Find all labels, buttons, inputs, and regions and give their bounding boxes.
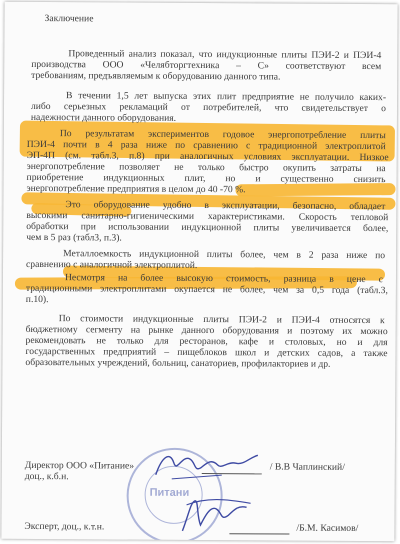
body-line: либо серьезных рекламаций от потребителей, что свидетельствует о <box>30 100 387 115</box>
body-line: В течении 1,5 лет выпуска этих плит предприятие не получило каких- <box>66 90 387 104</box>
body-line: традиционными электроплитами окупается не более, чем за 0,5 года (табл.3, <box>25 282 388 297</box>
body-line: ЭП-4П (см. табл.3, п.8) при аналогичных условиях эксплуатации. Низкое <box>26 149 389 164</box>
expert-signature <box>176 495 256 535</box>
director-title: Директор ООО «Питание» <box>24 459 135 472</box>
body-line: производства ООО «Челябторгтехника – С» соответствуют всем <box>31 58 382 73</box>
body-line: сравнению с аналогичной электроплитой. <box>26 258 198 271</box>
body-line: ПЭИ-4 почти в 4 раза ниже по сравнению с традиционной электроплитой <box>26 138 386 153</box>
body-line: Проведенный анализ показал, что индукционные плиты ПЭИ-2 и ПЭИ-4 <box>68 48 382 62</box>
body-line: Металлоемкость индукционной плиты более, чем в 2 раза ниже по <box>63 248 386 262</box>
stamp-text: Питани <box>149 486 190 499</box>
body-line: государственных предприятий – пищеблоков школ и детских садов, а также <box>25 345 388 360</box>
body-line: п.10). <box>25 293 49 306</box>
body-line: обработки при использовании индукционной плиты увеличивается более, <box>26 220 389 235</box>
body-line: надежности данного оборудования. <box>30 111 177 124</box>
body-line: энергопотребление позволяет не только быстро окупить затраты на <box>26 160 386 175</box>
body-line: Несмотря на более высокую стоимость, разница в цене с <box>64 272 383 286</box>
expert-line: Эксперт, доц., к.т.н. <box>24 520 105 533</box>
body-line: чем в 5 раз (табл3, п.3). <box>26 231 122 244</box>
body-line: рекомендовать не только для ресторанов, кафе и столовых, но и для <box>25 334 388 349</box>
body-line: бюджетному сегменту на рынке данного оборудования и поэтому их можно <box>25 323 388 338</box>
body-line: высокими санитарно-гигиеническими характеристиками. Скорость тепловой <box>26 209 389 224</box>
document-heading: Заключение <box>44 13 94 25</box>
document-paper <box>1 2 397 541</box>
body-line: По стоимости индукционные плиты ПЭИ-2 и ПЭИ-4 относятся к <box>58 313 385 327</box>
highlight-mark <box>235 183 395 196</box>
expert-name: /Б.М. Касимов/ <box>296 522 359 534</box>
director-degree: доц., к.б.н. <box>24 470 69 483</box>
director-name: / В.В Чаплинский/ <box>269 461 345 473</box>
director-signature <box>152 445 262 486</box>
body-line: энергопотребление предприятия в целом до 40 -70 %. <box>26 182 246 196</box>
body-line: приобретение индукционных плит, но и существенно снизить <box>26 171 386 186</box>
body-line: требованиям, предъявляемым к оборудованию данного типа. <box>31 69 281 83</box>
body-line: Это оборудование удобно в эксплуатации, безопасно, обладает <box>65 199 386 213</box>
body-line: образовательных учреждений, больниц, санаториев, профилакториев и др. <box>25 356 331 370</box>
body-line: По результатам экспериментов годовое энергопотребление плиты <box>59 128 386 142</box>
